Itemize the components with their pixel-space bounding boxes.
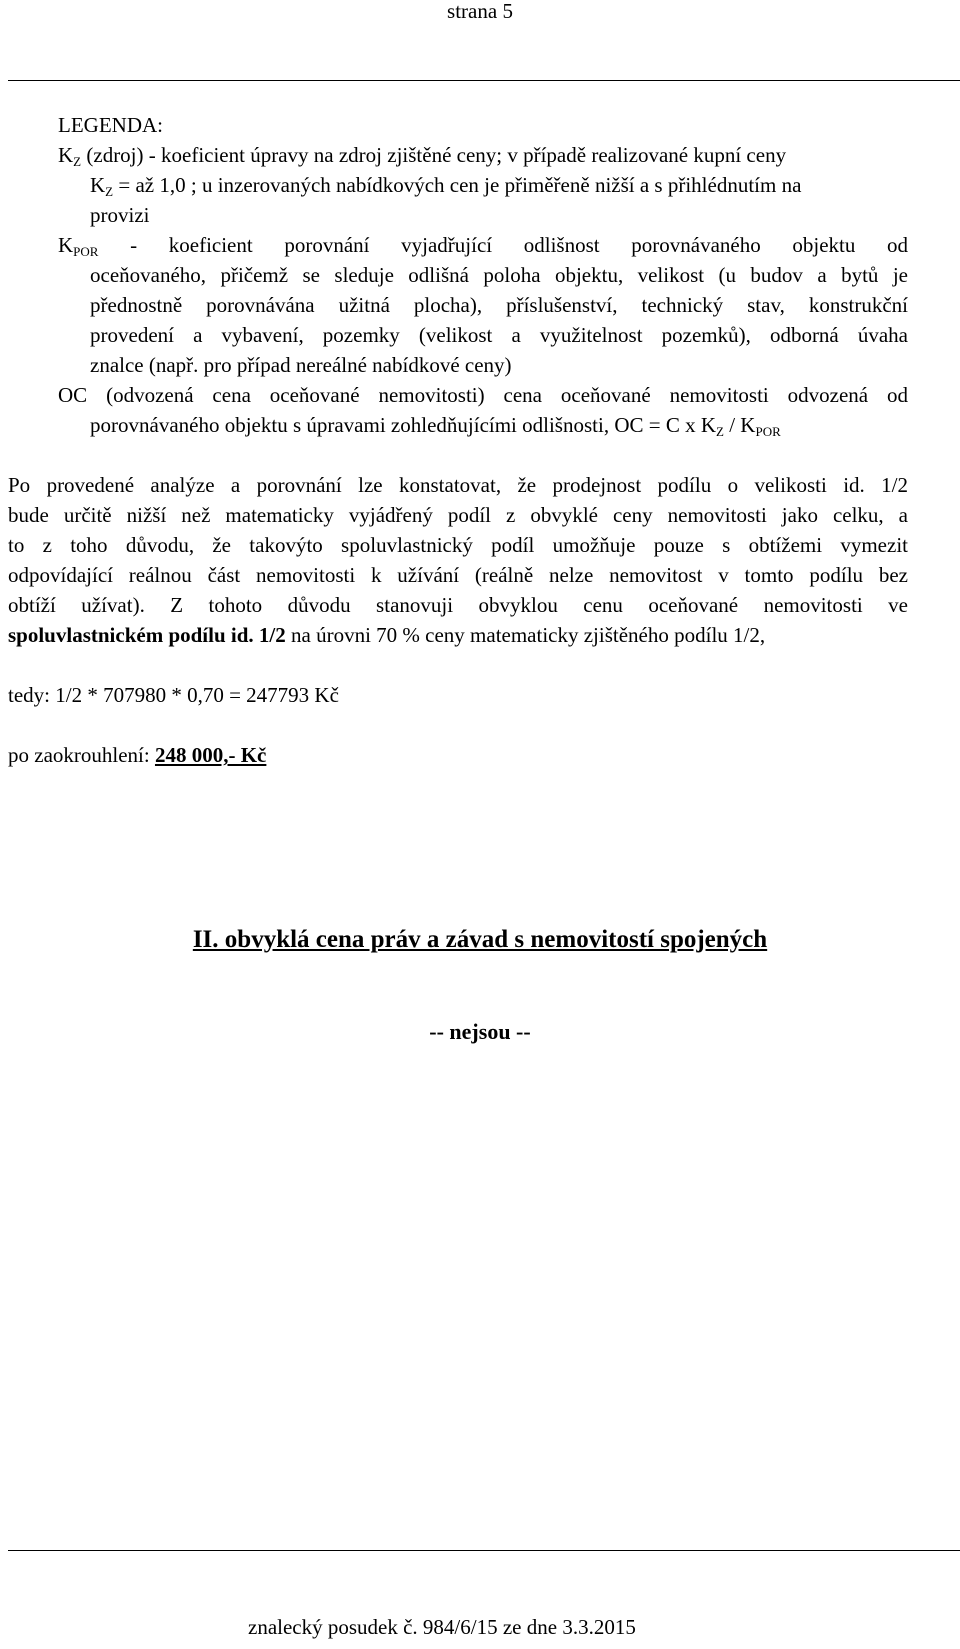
oc-formula-sub-z: Z <box>716 424 724 439</box>
legend-kpor-line-2: oceňovaného, přičemž se sleduje odlišná poloha objektu, velikost (u budov a bytů je <box>90 263 908 287</box>
calculation: tedy: 1/2 * 707980 * 0,70 = 247793 Kč <box>8 683 339 707</box>
analysis-line-6-rest: na úrovni 70 % ceny matematicky zjištěného podílu 1/2, <box>285 623 766 647</box>
header-divider <box>8 80 960 81</box>
rounded-value-line <box>8 740 266 770</box>
kz-definition: (zdroj) - koeficient úpravy na zdroj zjištěné ceny; v případě realizované kupní ceny <box>81 143 787 167</box>
legend-kz-line-3: provizi <box>90 203 150 227</box>
oc-formula-text: porovnávaného objektu s úpravami zohledňujícími odlišnosti, OC = C x K <box>90 413 717 437</box>
analysis-line-2: bude určitě nižší než matematicky vyjádřený podíl z obvyklé ceny nemovitosti jako celku, a <box>8 503 908 527</box>
legend-kpor-line-3: přednostně porovnávána užitná plocha), příslušenství, technický stav, konstrukční <box>90 293 908 317</box>
kz-symbol: K <box>58 143 74 167</box>
page-number: strana 5 <box>447 0 513 23</box>
legend-kz-line-2 <box>90 170 801 200</box>
legend-kpor-line-5: znalce (např. pro případ nereálné nabídkové ceny) <box>90 353 512 377</box>
kz-symbol-2: K <box>90 173 106 197</box>
kz-definition-2: = až 1,0 ; u inzerovaných nabídkových cen je přiměřeně nižší a s přihlédnutím na <box>113 173 802 197</box>
rounded-label: po zaokrouhlení: <box>8 743 155 767</box>
legend-oc-line-1: OC (odvozená cena oceňované nemovitosti) cena oceňované nemovitosti odvozená od <box>58 383 908 407</box>
kpor-definition: - koeficient porovnání vyjadřující odlišnost porovnávaného objektu od <box>98 233 908 257</box>
section-heading: II. obvyklá cena práv a závad s nemovitostí spojených <box>192 926 768 953</box>
analysis-line-1: Po provedené analýze a porovnání lze konstatovat, že prodejnost podílu o velikosti id. 1/2 <box>8 473 908 497</box>
legend-kpor-line-1 <box>58 230 908 260</box>
footer-divider <box>8 1550 960 1551</box>
oc-formula-sub-por: POR <box>755 424 781 439</box>
kz-subscript: Z <box>73 154 82 169</box>
analysis-line-4: odpovídající reálnou část nemovitosti k užívání (reálně nelze nemovitost v tomto podílu bez <box>8 563 908 587</box>
legend-oc-line-2 <box>90 410 781 440</box>
kz-subscript-2: Z <box>105 184 114 199</box>
footer-text: znalecký posudek č. 984/6/15 ze dne 3.3.2015 <box>248 1615 636 1639</box>
legend-title: LEGENDA: <box>58 113 163 137</box>
analysis-line-3: to z toho důvodu, že takovýto spoluvlastnický podíl umožňuje pouze s obtížemi vymezit <box>8 533 908 557</box>
kpor-symbol: K <box>58 233 74 257</box>
kpor-subscript: POR <box>73 244 99 259</box>
legend-kpor-line-4: provedení a vybavení, pozemky (velikost a využitelnost pozemků), odborná úvaha <box>90 323 908 347</box>
analysis-line-5: obtíží užívat). Z tohoto důvodu stanovuji obvyklou cenu oceňované nemovitosti ve <box>8 593 908 617</box>
legend-kz-line-1 <box>58 140 786 170</box>
analysis-bold-phrase: spoluvlastnickém podílu id. 1/2 <box>8 623 286 647</box>
rounded-value: 248 000,- Kč <box>154 743 267 767</box>
analysis-line-6 <box>8 620 765 650</box>
section-none-text: -- nejsou -- <box>429 1019 531 1044</box>
oc-formula-text-2: / K <box>723 413 756 437</box>
